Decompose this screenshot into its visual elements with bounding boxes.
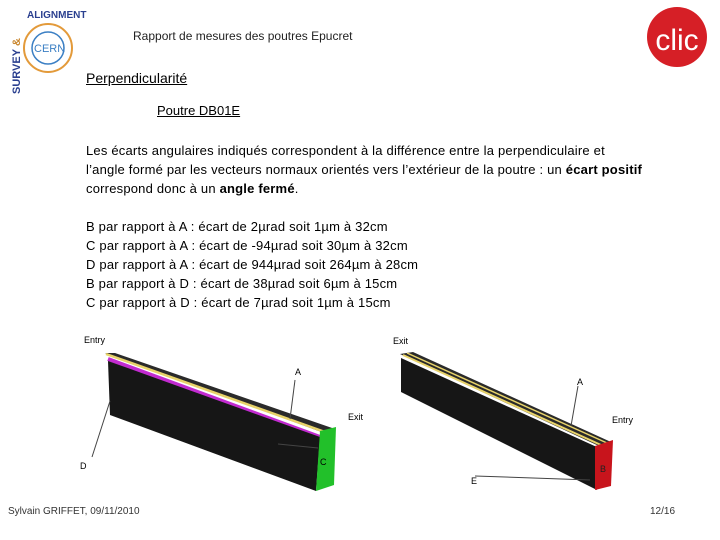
- logo-alignment-text: ALIGNMENT: [27, 10, 87, 21]
- label-a: A: [295, 367, 302, 377]
- logo-clic-text: clic: [655, 24, 699, 57]
- logo-survey-text: SURVEY: [11, 48, 23, 94]
- footer-author: Sylvain GRIFFET, 09/11/2010: [8, 506, 140, 517]
- label-e-right: E: [471, 476, 478, 486]
- label-c: C: [320, 457, 327, 467]
- arrow-a: [290, 380, 295, 419]
- para-text-after: .: [294, 181, 299, 196]
- para-text-before: Les écarts angulaires indiqués correspondent à la différence entre la perpendiculaire et l’angle formé par les vecteurs normaux orientés vers l’extérieur de la poutre : un: [86, 143, 605, 177]
- measurement-line: D par rapport à A : écart de 944µrad soit 264µm à 28cm: [86, 257, 419, 272]
- beam-front-face: [108, 361, 320, 491]
- para-bold-closed: angle fermé: [219, 181, 295, 196]
- beam-figure-left: [80, 325, 364, 495]
- label-exit: Exit: [348, 412, 364, 422]
- logo-amp-text: &: [11, 38, 23, 46]
- arrow-a-right: [571, 386, 578, 426]
- explanation-paragraph: [86, 141, 646, 198]
- measurement-line: C par rapport à D : écart de 7µrad soit 1µm à 15cm: [86, 295, 391, 310]
- para-bold-positive: écart positif: [565, 162, 643, 177]
- label-d: D: [80, 461, 87, 471]
- survey-alignment-logo: [6, 2, 87, 100]
- label-entry-right: Entry: [612, 415, 634, 425]
- label-entry: Entry: [84, 335, 106, 345]
- beam-figure-right: [385, 330, 645, 495]
- label-b-right: B: [600, 464, 607, 474]
- measurement-line: C par rapport à A : écart de -94µrad soit 30µm à 32cm: [86, 238, 408, 253]
- label-a-right: A: [577, 377, 584, 387]
- section-title: Perpendicularité: [86, 70, 188, 86]
- logo-cern-text: CERN: [34, 43, 66, 55]
- label-exit-right: Exit: [393, 336, 409, 346]
- measurement-line: B par rapport à A : écart de 2µrad soit 1µm à 32cm: [86, 219, 388, 234]
- header-title: Rapport de mesures des poutres Epucret: [133, 29, 353, 43]
- para-text-middle: correspond donc à un: [86, 181, 220, 196]
- beam-subtitle: Poutre DB01E: [157, 103, 241, 118]
- clic-logo: [640, 4, 715, 70]
- footer-page-number: 12/16: [650, 506, 676, 517]
- arrow-d: [92, 401, 110, 457]
- measurement-line: B par rapport à D : écart de 38µrad soit 6µm à 15cm: [86, 276, 398, 291]
